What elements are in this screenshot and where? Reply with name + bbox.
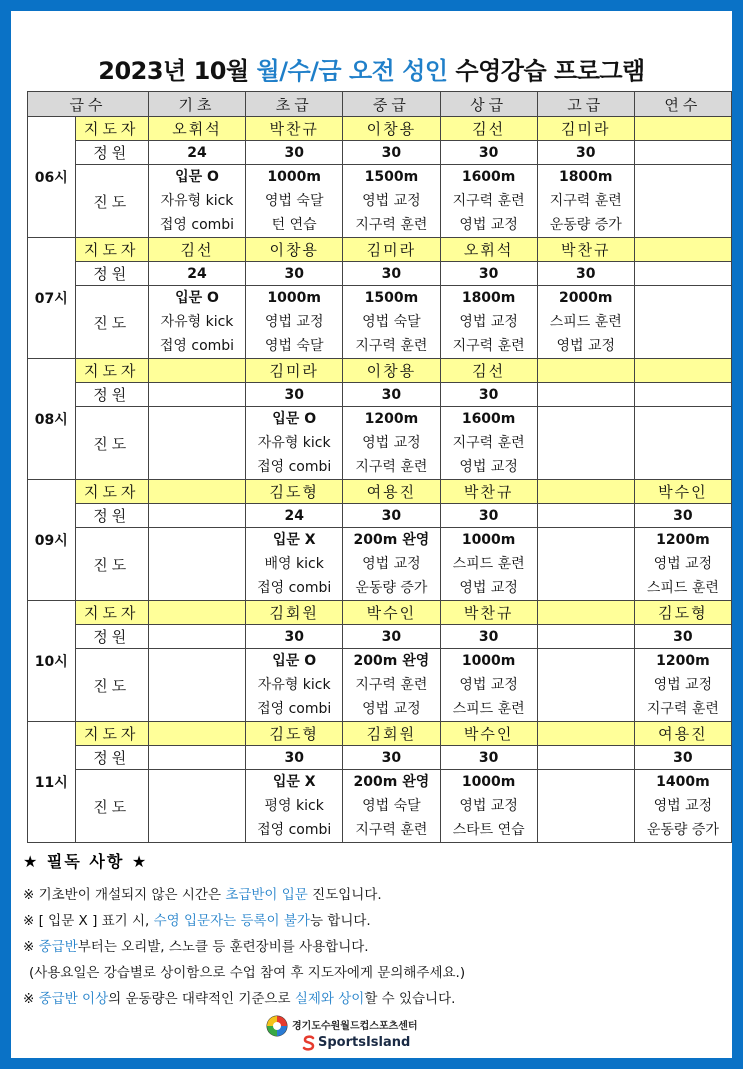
instructor-beginner: 이창용 <box>246 238 343 262</box>
instructor-expert <box>537 480 634 504</box>
sports-island-s-icon <box>302 1035 316 1051</box>
capacity-beginner: 24 <box>246 504 343 528</box>
header-basic: 기초 <box>148 92 245 117</box>
instructor-intermediate: 이창용 <box>343 117 440 141</box>
progress-line: 1200m <box>364 411 419 427</box>
progress-row <box>28 770 732 843</box>
note-line: (사용요일은 강습별로 상이함으로 수업 참여 후 지도자에게 문의해주세요.) <box>29 965 466 981</box>
instructor-intermediate: 김회원 <box>343 722 440 746</box>
progress-line: 입문 O <box>175 290 219 306</box>
progress-line: 턴 연습 <box>271 217 317 233</box>
capacity-advanced: 30 <box>440 746 537 770</box>
capacity-expert: 30 <box>537 262 634 286</box>
progress-basic <box>148 165 245 238</box>
capacity-label: 정원 <box>75 625 148 649</box>
hour-label: 09시 <box>28 480 76 601</box>
hour-label: 11시 <box>28 722 76 843</box>
instructor-expert <box>537 601 634 625</box>
progress-line: 지구력 훈련 <box>452 338 525 354</box>
progress-line: 1400m <box>656 774 710 790</box>
capacity-basic <box>148 625 245 649</box>
note-line: ※ 중급반 이상의 운동량은 대략적인 기준으로 실제와 상이할 수 있습니다. <box>23 991 456 1007</box>
progress-line: 지구력 훈련 <box>646 701 719 717</box>
progress-line: 접영 combi <box>159 217 235 233</box>
progress-line: 스피드 훈련 <box>549 314 622 330</box>
progress-row <box>28 165 732 238</box>
progress-line: 영법 교정 <box>653 556 713 572</box>
progress-line: 영법 교정 <box>653 798 713 814</box>
instructor-beginner: 김미라 <box>246 359 343 383</box>
hour-label: 07시 <box>28 238 76 359</box>
progress-line: 200m 완영 <box>353 532 430 548</box>
progress-line: 1600m <box>461 411 516 427</box>
capacity-basic <box>148 504 245 528</box>
instructor-training <box>634 238 731 262</box>
progress-line: 영법 교정 <box>459 314 518 330</box>
schedule-body <box>28 117 732 843</box>
instructor-advanced: 김선 <box>440 117 537 141</box>
instructor-label: 지도자 <box>75 601 148 625</box>
progress-line: 1800m <box>461 290 516 306</box>
progress-line: 입문 O <box>272 653 317 669</box>
progress-line: 배영 kick <box>264 556 324 572</box>
progress-row <box>28 286 732 359</box>
capacity-row <box>28 141 732 165</box>
capacity-training: 30 <box>634 625 731 649</box>
progress-line: 자유형 kick <box>257 677 331 693</box>
capacity-intermediate: 30 <box>343 383 440 407</box>
instructor-training: 박수인 <box>634 480 731 504</box>
instructor-advanced: 오휘석 <box>440 238 537 262</box>
progress-line: 1500m <box>364 169 419 185</box>
capacity-advanced: 30 <box>440 141 537 165</box>
header-advanced: 상급 <box>440 92 537 117</box>
progress-beginner <box>246 770 343 843</box>
progress-expert <box>537 165 634 238</box>
progress-line: 1000m <box>461 532 516 548</box>
instructor-row <box>28 722 732 746</box>
capacity-row <box>28 746 732 770</box>
capacity-row <box>28 383 732 407</box>
notes-section <box>23 849 723 1012</box>
progress-basic <box>148 528 245 601</box>
progress-line: 2000m <box>558 290 613 306</box>
schedule-card <box>11 11 732 1058</box>
capacity-label: 정원 <box>75 262 148 286</box>
progress-advanced <box>440 528 537 601</box>
instructor-expert <box>537 359 634 383</box>
progress-beginner <box>246 649 343 722</box>
progress-line: 자유형 kick <box>160 314 234 330</box>
capacity-label: 정원 <box>75 746 148 770</box>
progress-line: 200m 완영 <box>353 653 430 669</box>
progress-label: 진도 <box>75 165 148 238</box>
capacity-basic <box>148 383 245 407</box>
instructor-basic <box>148 722 245 746</box>
progress-intermediate <box>343 165 440 238</box>
instructor-advanced: 김선 <box>440 359 537 383</box>
progress-line: 스피드 훈련 <box>646 580 719 596</box>
progress-line: 지구력 훈련 <box>355 217 428 233</box>
instructor-label: 지도자 <box>75 238 148 262</box>
schedule-table <box>27 91 732 843</box>
progress-line: 스타트 연습 <box>452 822 525 838</box>
progress-basic <box>148 770 245 843</box>
instructor-row <box>28 359 732 383</box>
instructor-beginner: 김도형 <box>246 480 343 504</box>
progress-row <box>28 407 732 480</box>
capacity-row <box>28 625 732 649</box>
sports-center-emblem-icon <box>266 1015 288 1037</box>
progress-intermediate <box>343 286 440 359</box>
progress-label: 진도 <box>75 286 148 359</box>
progress-line: 입문 X <box>272 774 316 790</box>
progress-intermediate <box>343 528 440 601</box>
progress-training <box>634 528 731 601</box>
progress-line: 영법 교정 <box>459 677 518 693</box>
instructor-advanced: 박찬규 <box>440 480 537 504</box>
capacity-training: 30 <box>634 504 731 528</box>
capacity-expert: 30 <box>537 141 634 165</box>
capacity-beginner: 30 <box>246 262 343 286</box>
instructor-basic: 오휘석 <box>148 117 245 141</box>
capacity-beginner: 30 <box>246 141 343 165</box>
progress-training <box>634 407 731 480</box>
progress-line: 접영 combi <box>257 822 332 838</box>
capacity-advanced: 30 <box>440 383 537 407</box>
capacity-training: 30 <box>634 746 731 770</box>
instructor-intermediate: 박수인 <box>343 601 440 625</box>
progress-line: 영법 교정 <box>264 314 324 330</box>
capacity-training <box>634 262 731 286</box>
capacity-basic: 24 <box>148 141 245 165</box>
progress-advanced <box>440 286 537 359</box>
progress-intermediate <box>343 407 440 480</box>
capacity-row <box>28 504 732 528</box>
progress-line: 운동량 증가 <box>646 822 719 838</box>
capacity-advanced: 30 <box>440 625 537 649</box>
progress-line: 1000m <box>267 169 321 185</box>
progress-line: 지구력 훈련 <box>355 459 428 475</box>
progress-line: 영법 숙달 <box>264 193 324 209</box>
progress-label: 진도 <box>75 649 148 722</box>
hour-label: 10시 <box>28 601 76 722</box>
instructor-label: 지도자 <box>75 480 148 504</box>
instructor-basic <box>148 601 245 625</box>
progress-line: 입문 O <box>175 169 219 185</box>
instructor-intermediate: 여용진 <box>343 480 440 504</box>
progress-basic <box>148 286 245 359</box>
capacity-advanced: 30 <box>440 262 537 286</box>
progress-expert <box>537 407 634 480</box>
progress-line: 입문 O <box>272 411 317 427</box>
instructor-basic <box>148 480 245 504</box>
instructor-label: 지도자 <box>75 117 148 141</box>
progress-line: 운동량 증가 <box>549 217 622 233</box>
capacity-label: 정원 <box>75 141 148 165</box>
progress-label: 진도 <box>75 528 148 601</box>
page-title <box>11 51 732 86</box>
capacity-training <box>634 383 731 407</box>
progress-line: 영법 교정 <box>362 701 421 717</box>
instructor-label: 지도자 <box>75 359 148 383</box>
progress-line: 지구력 훈련 <box>355 338 428 354</box>
capacity-intermediate: 30 <box>343 141 440 165</box>
progress-label: 진도 <box>75 770 148 843</box>
progress-line: 접영 combi <box>257 701 332 717</box>
progress-intermediate <box>343 649 440 722</box>
progress-line: 지구력 훈련 <box>452 193 525 209</box>
progress-line: 영법 교정 <box>459 580 518 596</box>
progress-beginner <box>246 286 343 359</box>
capacity-beginner: 30 <box>246 746 343 770</box>
progress-expert <box>537 528 634 601</box>
progress-line: 1200m <box>656 653 710 669</box>
instructor-label: 지도자 <box>75 722 148 746</box>
instructor-training <box>634 359 731 383</box>
progress-line: 자유형 kick <box>160 193 234 209</box>
progress-line: 영법 숙달 <box>362 798 421 814</box>
progress-training <box>634 286 731 359</box>
progress-line: 운동량 증가 <box>355 580 428 596</box>
instructor-training: 김도형 <box>634 601 731 625</box>
header-beginner: 초급 <box>246 92 343 117</box>
capacity-basic <box>148 746 245 770</box>
progress-line: 접영 combi <box>159 338 235 354</box>
sports-center-logo <box>266 1013 466 1053</box>
instructor-intermediate: 이창용 <box>343 359 440 383</box>
header-level: 급수 <box>28 92 149 117</box>
instructor-expert <box>537 722 634 746</box>
instructor-beginner: 김회원 <box>246 601 343 625</box>
progress-row <box>28 528 732 601</box>
title-highlight: 월/수/금 오전 성인 <box>256 57 448 85</box>
title-suffix: 수영강습 프로그램 <box>447 57 645 85</box>
capacity-expert <box>537 746 634 770</box>
progress-line: 영법 숙달 <box>362 314 421 330</box>
capacity-expert <box>537 383 634 407</box>
progress-line: 1200m <box>656 532 710 548</box>
instructor-row <box>28 601 732 625</box>
progress-line: 지구력 훈련 <box>549 193 622 209</box>
progress-expert <box>537 649 634 722</box>
progress-line: 접영 combi <box>257 580 332 596</box>
progress-line: 영법 숙달 <box>264 338 324 354</box>
header-row <box>28 92 732 117</box>
progress-line: 지구력 훈련 <box>355 677 428 693</box>
notes-heading: ★ 필독 사항 ★ <box>23 852 149 871</box>
header-intermediate: 중급 <box>343 92 440 117</box>
progress-training <box>634 165 731 238</box>
progress-advanced <box>440 770 537 843</box>
progress-training <box>634 770 731 843</box>
instructor-basic <box>148 359 245 383</box>
instructor-training: 여용진 <box>634 722 731 746</box>
progress-line: 스피드 훈련 <box>452 701 525 717</box>
capacity-expert <box>537 504 634 528</box>
capacity-intermediate: 30 <box>343 504 440 528</box>
instructor-row <box>28 480 732 504</box>
progress-advanced <box>440 649 537 722</box>
progress-line: 영법 교정 <box>459 798 518 814</box>
progress-line: 1000m <box>267 290 321 306</box>
instructor-advanced: 박수인 <box>440 722 537 746</box>
progress-line: 영법 교정 <box>459 459 518 475</box>
progress-line: 영법 교정 <box>362 435 421 451</box>
capacity-row <box>28 262 732 286</box>
progress-line: 영법 교정 <box>556 338 615 354</box>
capacity-beginner: 30 <box>246 383 343 407</box>
progress-line: 영법 교정 <box>362 556 421 572</box>
capacity-intermediate: 30 <box>343 625 440 649</box>
progress-beginner <box>246 165 343 238</box>
progress-expert <box>537 286 634 359</box>
capacity-beginner: 30 <box>246 625 343 649</box>
progress-line: 200m 완영 <box>353 774 430 790</box>
instructor-beginner: 박찬규 <box>246 117 343 141</box>
progress-line: 1000m <box>461 774 516 790</box>
progress-label: 진도 <box>75 407 148 480</box>
hour-label: 08시 <box>28 359 76 480</box>
header-expert: 고급 <box>537 92 634 117</box>
sports-center-name: 경기도수원월드컵스포츠센터 <box>292 1021 418 1032</box>
progress-expert <box>537 770 634 843</box>
progress-line: 지구력 훈련 <box>452 435 525 451</box>
instructor-training <box>634 117 731 141</box>
progress-beginner <box>246 528 343 601</box>
instructor-row <box>28 117 732 141</box>
capacity-label: 정원 <box>75 383 148 407</box>
instructor-intermediate: 김미라 <box>343 238 440 262</box>
note-line: ※ 중급반부터는 오리발, 스노클 등 훈련장비를 사용합니다. <box>23 939 369 955</box>
capacity-training <box>634 141 731 165</box>
note-line: ※ 기초반이 개설되지 않은 시간은 초급반이 입문 진도입니다. <box>23 887 382 903</box>
progress-line: 영법 교정 <box>459 217 518 233</box>
progress-line: 1800m <box>558 169 613 185</box>
progress-line: 1500m <box>364 290 419 306</box>
title-prefix: 2023년 10월 <box>98 57 257 85</box>
capacity-label: 정원 <box>75 504 148 528</box>
progress-line: 지구력 훈련 <box>355 822 428 838</box>
progress-line: 접영 combi <box>257 459 332 475</box>
progress-line: 1600m <box>461 169 516 185</box>
capacity-intermediate: 30 <box>343 262 440 286</box>
progress-advanced <box>440 407 537 480</box>
instructor-basic: 김선 <box>148 238 245 262</box>
progress-line: 입문 X <box>272 532 316 548</box>
capacity-basic: 24 <box>148 262 245 286</box>
progress-line: 자유형 kick <box>257 435 331 451</box>
progress-line: 영법 교정 <box>362 193 421 209</box>
header-training: 연수 <box>634 92 731 117</box>
progress-intermediate <box>343 770 440 843</box>
progress-line: 평영 kick <box>264 798 324 814</box>
instructor-expert: 김미라 <box>537 117 634 141</box>
progress-basic <box>148 407 245 480</box>
capacity-expert <box>537 625 634 649</box>
progress-line: 영법 교정 <box>653 677 713 693</box>
capacity-intermediate: 30 <box>343 746 440 770</box>
progress-training <box>634 649 731 722</box>
instructor-expert: 박찬규 <box>537 238 634 262</box>
sports-island-brand: SportsIsland <box>318 1035 411 1050</box>
capacity-advanced: 30 <box>440 504 537 528</box>
instructor-beginner: 김도형 <box>246 722 343 746</box>
hour-label: 06시 <box>28 117 76 238</box>
progress-line: 스피드 훈련 <box>452 556 525 572</box>
progress-advanced <box>440 165 537 238</box>
progress-line: 1000m <box>461 653 516 669</box>
progress-row <box>28 649 732 722</box>
instructor-row <box>28 238 732 262</box>
progress-beginner <box>246 407 343 480</box>
note-line: ※ [ 입문 X ] 표기 시, 수영 입문자는 등록이 불가능 합니다. <box>23 913 371 929</box>
progress-basic <box>148 649 245 722</box>
instructor-advanced: 박찬규 <box>440 601 537 625</box>
